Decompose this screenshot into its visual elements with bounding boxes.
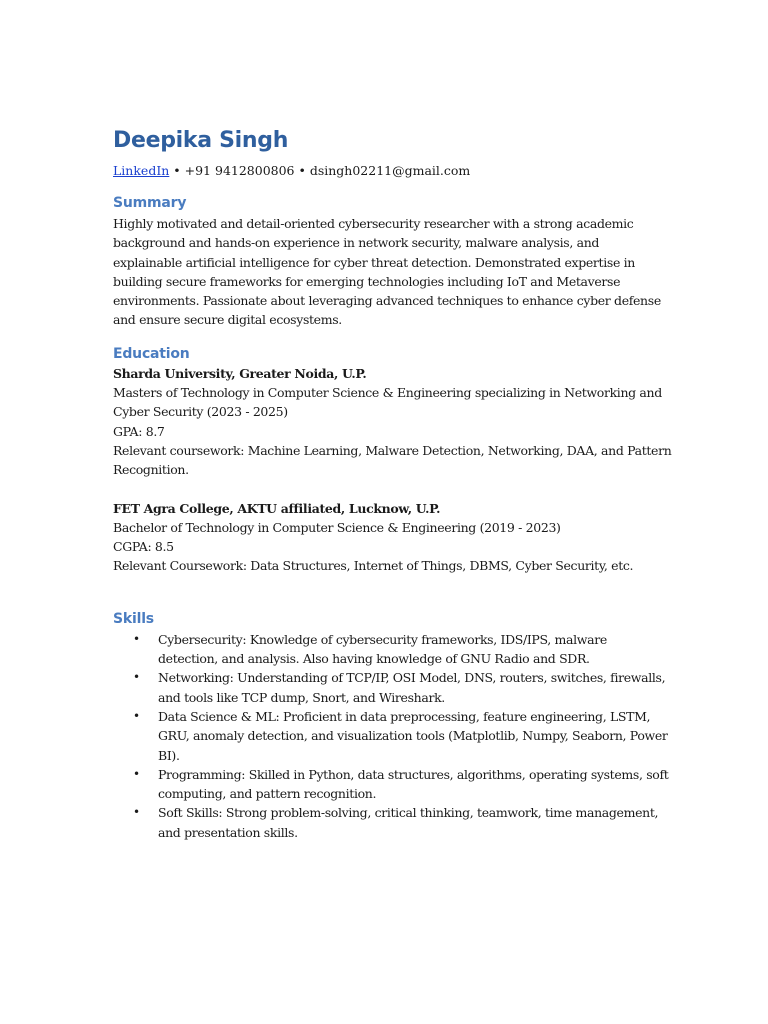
contact-line	[113, 161, 658, 180]
linkedin-link[interactable]: LinkedIn	[113, 163, 170, 178]
summary-line: environments. Passionate about leveraging advanced techniques to enhance cyber defense	[113, 293, 661, 309]
skill-item	[113, 707, 668, 765]
skills-heading: Skills	[113, 610, 154, 627]
summary-line: Highly motivated and detail-oriented cybersecurity researcher with a strong academic	[113, 216, 634, 231]
summary-line: building secure frameworks for emerging technologies including IoT and Metaverse	[113, 273, 621, 289]
education-line: Relevant coursework: Machine Learning, Malware Detection, Networking, DAA, and Pattern	[113, 442, 672, 458]
skill-line: Networking: Understanding of TCP/IP, OSI Model, DNS, routers, switches, firewalls,	[158, 670, 666, 686]
resume-page	[113, 126, 672, 842]
education-line: Masters of Technology in Computer Science & Engineering specializing in Networking and	[113, 385, 662, 401]
skill-line: GRU, anomaly detection, and visualization tools (Matplotlib, Numpy, Seaborn, Power	[158, 728, 668, 744]
education-line: Bachelor of Technology in Computer Science & Engineering (2019 - 2023)	[113, 519, 561, 535]
education-line: GPA: 8.7	[113, 423, 165, 439]
bullet-icon: •	[133, 805, 140, 820]
skill-line: Data Science & ML: Proficient in data preprocessing, feature engineering, LSTM,	[158, 708, 651, 724]
skill-line: Cybersecurity: Knowledge of cybersecurity frameworks, IDS/IPS, malware	[158, 631, 607, 647]
skill-item	[113, 630, 658, 669]
bullet-icon: •	[133, 670, 140, 685]
school-name: FET Agra College, AKTU affiliated, Lucknow, U.P.	[113, 500, 441, 516]
skill-line: detection, and analysis. Also having knowledge of GNU Radio and SDR.	[158, 651, 590, 667]
education-line: Relevant Coursework: Data Structures, Internet of Things, DBMS, Cyber Security, etc.	[113, 558, 634, 574]
skill-line: Soft Skills: Strong problem-solving, critical thinking, teamwork, time management,	[158, 805, 659, 821]
school-name: Sharda University, Greater Noida, U.P.	[113, 365, 367, 381]
summary-text	[113, 214, 661, 330]
education-line: Recognition.	[113, 462, 189, 478]
bullet-icon: •	[133, 708, 140, 723]
skill-line: computing, and pattern recognition.	[158, 786, 377, 802]
bullet-icon: •	[133, 631, 140, 646]
summary-line: explainable artificial intelligence for cyber threat detection. Demonstrated expertise in	[113, 254, 635, 270]
education-entry	[113, 499, 658, 576]
education-line: Cyber Security (2023 - 2025)	[113, 404, 288, 420]
skills-list	[113, 630, 669, 842]
summary-line: background and hands-on experience in network security, malware analysis, and	[113, 235, 600, 251]
skill-line: BI).	[158, 747, 180, 763]
candidate-name: Deepika Singh	[113, 128, 289, 153]
skill-item	[113, 668, 666, 707]
education-line: CGPA: 8.5	[113, 539, 174, 555]
skill-item	[113, 803, 658, 842]
skill-item	[113, 765, 669, 804]
skill-line: and presentation skills.	[158, 824, 298, 840]
summary-line: and ensure secure digital ecosystems.	[113, 312, 342, 328]
education-heading: Education	[113, 345, 190, 362]
contact-details: • +91 9412800806 • dsingh02211@gmail.com	[169, 163, 471, 178]
summary-heading: Summary	[113, 195, 187, 211]
skill-line: and tools like TCP dump, Snort, and Wireshark.	[158, 689, 445, 705]
bullet-icon: •	[133, 766, 140, 781]
education-entry	[113, 364, 672, 480]
skill-line: Programming: Skilled in Python, data structures, algorithms, operating systems, soft	[158, 766, 669, 782]
